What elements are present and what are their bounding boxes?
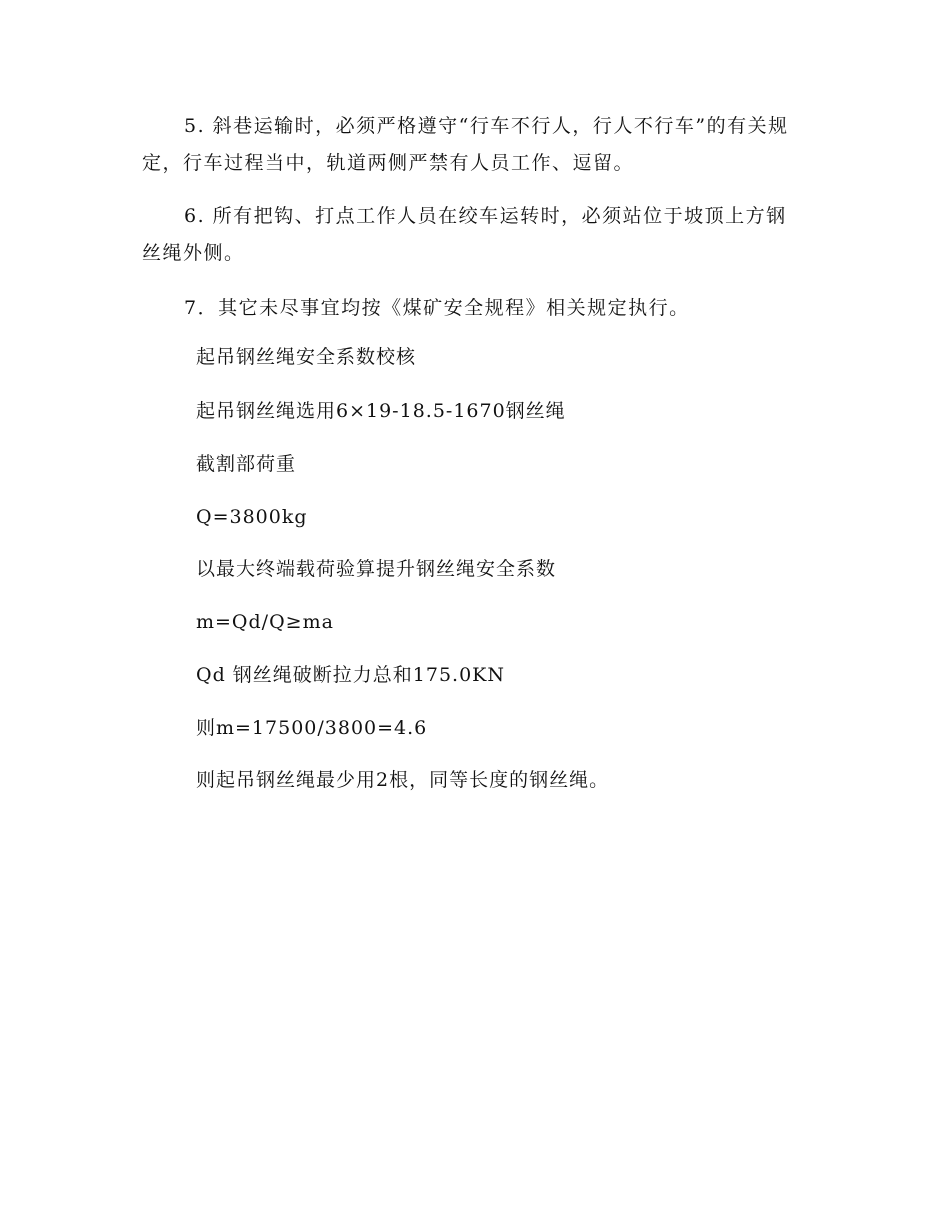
calc-line-breaking-force: Qd 钢丝绳破断拉力总和175.0KN (196, 664, 505, 686)
paragraph-item-7: 7．其它未尽事宜均按《煤矿安全规程》相关规定执行。 (184, 297, 690, 319)
paragraph-item-5: 5. 斜巷运输时，必须严格遵守“行车不行人，行人不行车”的有关规定，行车过程当中，轨道两侧严禁有人员工作、逗留。 (142, 115, 789, 174)
calc-line-conclusion: 则起吊钢丝绳最少用2根，同等长度的钢丝绳。 (196, 769, 610, 791)
calc-line-formula: m=Qd/Q≥ma (196, 611, 334, 633)
calc-line-result: 则m=17500/3800=4.6 (196, 717, 428, 739)
calc-line-method: 以最大终端载荷验算提升钢丝绳安全系数 (196, 558, 557, 580)
calc-line-rope-spec: 起吊钢丝绳选用6×19-18.5-1670钢丝绳 (196, 400, 566, 422)
calc-line-load-label: 截割部荷重 (196, 453, 297, 475)
calc-heading: 起吊钢丝绳安全系数校核 (196, 346, 417, 368)
calc-line-load-value: Q=3800kg (196, 506, 308, 528)
paragraph-item-6: 6. 所有把钩、打点工作人员在绞车运转时，必须站位于坡顶上方钢丝绳外侧。 (142, 205, 787, 264)
